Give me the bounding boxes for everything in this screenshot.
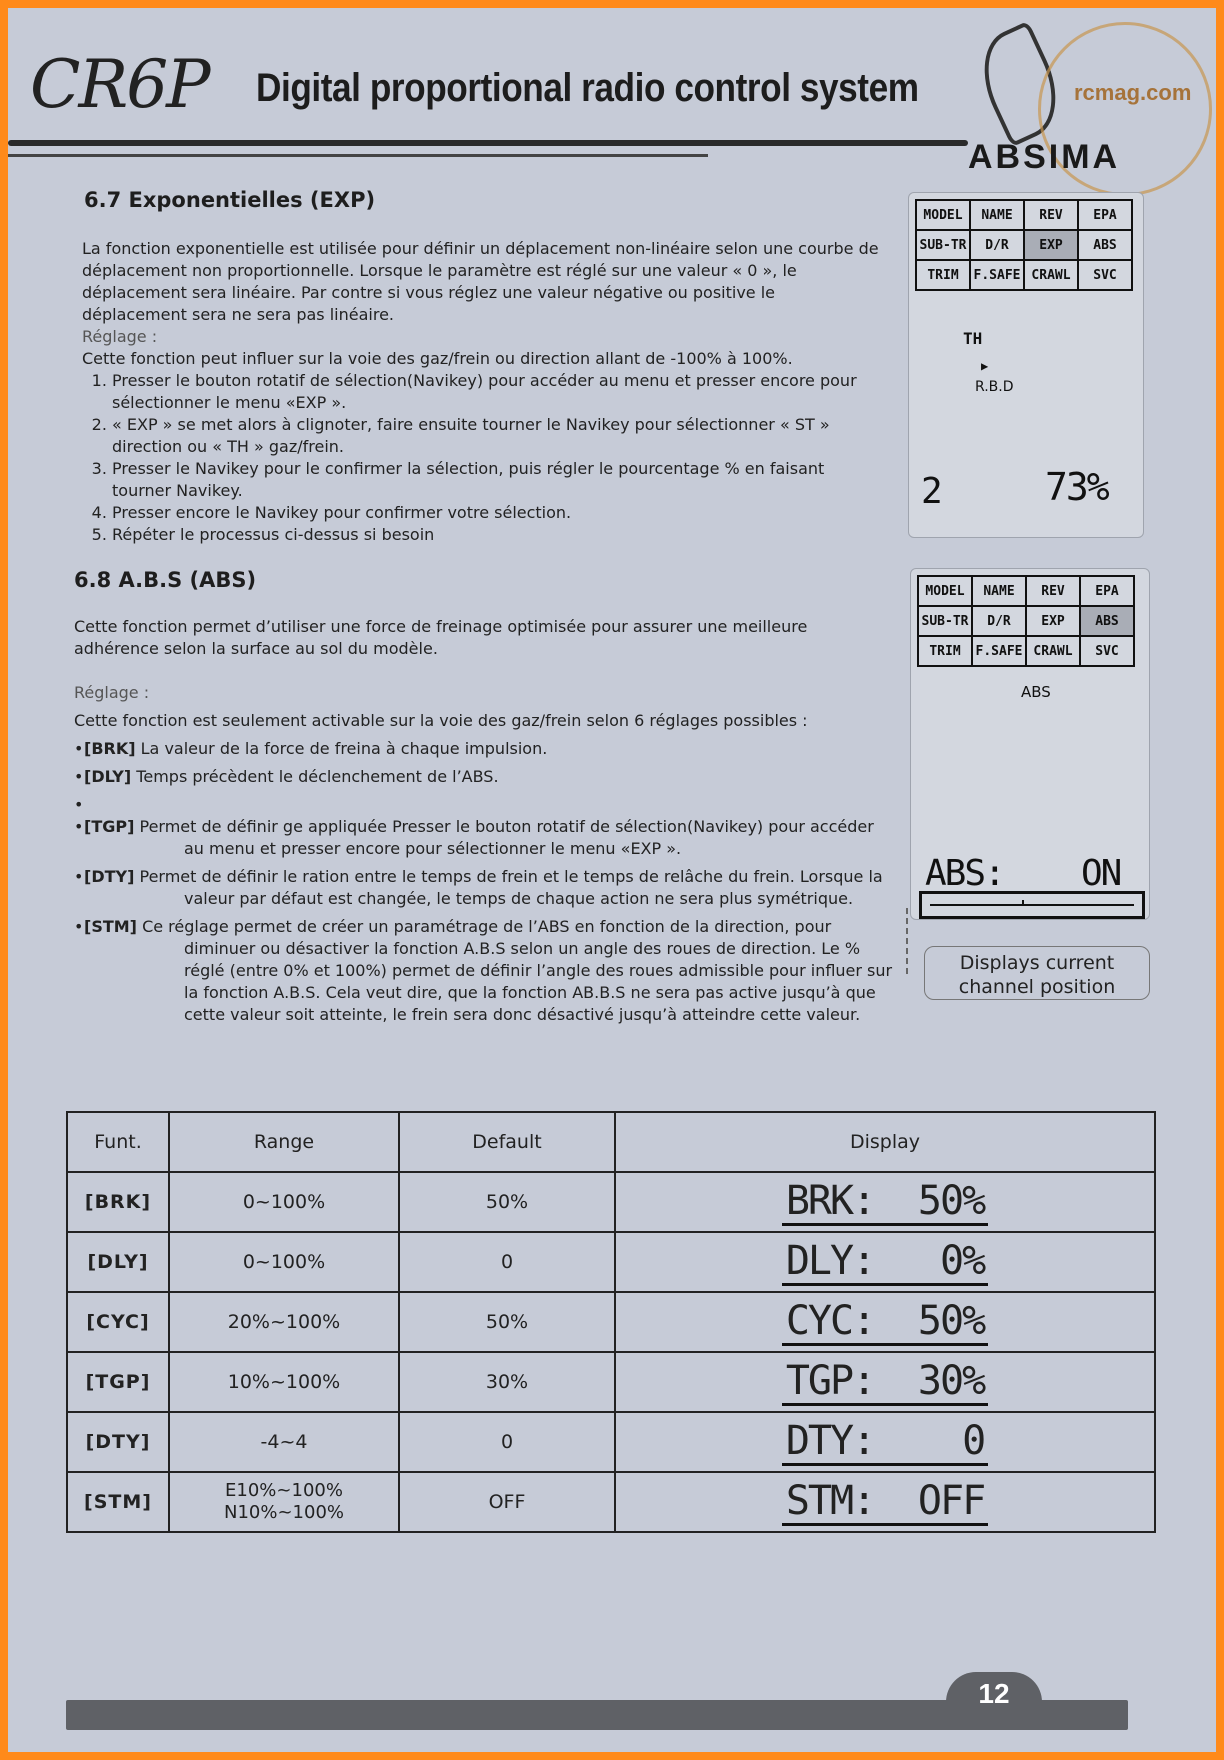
callout-leader-line bbox=[906, 908, 908, 974]
cell-display: TGP: 30% bbox=[615, 1352, 1155, 1412]
menu-cell: REV bbox=[1024, 200, 1078, 230]
cell-default: 50% bbox=[399, 1292, 615, 1352]
abs-intro: Cette fonction permet d’utiliser une force de freinage optimisée pour assurer une meilleure adhérence selon la surface au sol du modèle. bbox=[74, 617, 808, 658]
cell-default: 0 bbox=[399, 1232, 615, 1292]
menu-cell: SVC bbox=[1080, 636, 1134, 666]
lcd-menu-grid bbox=[915, 199, 1133, 291]
table-row bbox=[67, 1172, 1155, 1232]
section-heading-abs: 6.8 A.B.S (ABS) bbox=[74, 568, 257, 592]
cell-default: 0 bbox=[399, 1412, 615, 1472]
table-row bbox=[67, 1232, 1155, 1292]
cell-display: STM: OFF bbox=[615, 1472, 1155, 1532]
cell-function: [TGP] bbox=[67, 1352, 169, 1412]
list-item: 1. Presser le bouton rotatif de sélection(Navikey) pour accéder au menu et presser encore pour sélectionner le menu «EXP ». bbox=[112, 370, 882, 414]
lcd-abs-value: ON bbox=[1081, 853, 1121, 894]
table-row bbox=[67, 1352, 1155, 1412]
lcd-sub-label: R.B.D bbox=[975, 379, 1014, 395]
menu-cell: D/R bbox=[972, 606, 1026, 636]
lcd-title: ABS bbox=[1021, 683, 1051, 701]
exp-setting-text: Cette fonction peut influer sur la voie des gaz/frein ou direction allant de -100% à 100%. bbox=[82, 349, 793, 368]
menu-cell: MODEL bbox=[916, 200, 970, 230]
list-item: • [DTY] Permet de définir le ration entre le temps de frein et le temps de relâche du frein. Lorsque la valeur par défaut est changée, le temps de chaque action ne sera plus symétrique. bbox=[74, 866, 894, 910]
cell-display: CYC: 50% bbox=[615, 1292, 1155, 1352]
lcd-abs-label: ABS: bbox=[925, 853, 1004, 894]
cell-function: [CYC] bbox=[67, 1292, 169, 1352]
menu-cell: SUB-TR bbox=[918, 606, 972, 636]
brand-logo: ABSIMA bbox=[968, 138, 1121, 176]
watermark-text: rcmag.com bbox=[1074, 80, 1192, 105]
abs-setting-label: Réglage : bbox=[74, 683, 150, 702]
cell-default: 30% bbox=[399, 1352, 615, 1412]
cell-range: 10%~100% bbox=[169, 1352, 399, 1412]
exp-setting-label: Réglage : bbox=[82, 327, 158, 346]
lcd-screen-abs bbox=[910, 568, 1150, 920]
cell-range: 20%~100% bbox=[169, 1292, 399, 1352]
lcd-menu-grid bbox=[917, 575, 1135, 667]
menu-cell: EPA bbox=[1078, 200, 1132, 230]
header-rule-secondary bbox=[8, 154, 708, 157]
cell-function: [DLY] bbox=[67, 1232, 169, 1292]
abs-setting-text: Cette fonction est seulement activable sur la voie des gaz/frein selon 6 réglages possibles : bbox=[74, 711, 808, 730]
list-item: 2. « EXP » se met alors à clignoter, faire ensuite tourner le Navikey pour sélectionner « ST » direction ou « TH » gaz/frein. bbox=[112, 414, 882, 458]
exp-steps bbox=[82, 370, 882, 546]
abs-spec-table bbox=[66, 1111, 1156, 1533]
table-row bbox=[67, 1292, 1155, 1352]
menu-cell: EPA bbox=[1080, 576, 1134, 606]
cell-function: [DTY] bbox=[67, 1412, 169, 1472]
column-header: Display bbox=[615, 1112, 1155, 1172]
list-item: • [STM] Ce réglage permet de créer un paramétrage de l’ABS en fonction de la direction, pour diminuer ou désactiver la fonction A.B.S selon un angle des roues de direction. Le % réglé (entre 0% et 100%) permet de définir l’angle des roues admissible pour influer sur la fonction A.B.S. Cela veut dire, que la fonction AB.B.S ne sera pas active jusqu’à que cette valeur soit atteinte, le frein sera donc désactivé jusqu’à atteindre cette valeur. bbox=[74, 916, 894, 1026]
channel-position-bar bbox=[919, 891, 1145, 919]
menu-cell-selected: ABS bbox=[1080, 606, 1134, 636]
menu-cell: D/R bbox=[970, 230, 1024, 260]
menu-cell: REV bbox=[1026, 576, 1080, 606]
list-item: • [TGP] Permet de définir ge appliquée Presser le bouton rotatif de sélection(Navikey) pour accéder au menu et presser encore pour sélectionner le menu «EXP ». bbox=[74, 816, 894, 860]
list-item: • [BRK] La valeur de la force de freina à chaque impulsion. bbox=[74, 738, 894, 760]
column-header: Funt. bbox=[67, 1112, 169, 1172]
menu-cell: F.SAFE bbox=[972, 636, 1026, 666]
exp-intro: La fonction exponentielle est utilisée pour définir un déplacement non-linéaire selon une courbe de déplacement non proportionnelle. Lorsque le paramètre est réglé sur une valeur « 0 », le déplacement sera linéaire. Par contre si vous réglez une valeur négative ou positive le déplacement sera ne sera pas linéaire. bbox=[82, 239, 879, 324]
section-abs-body bbox=[74, 616, 894, 1032]
list-item bbox=[74, 794, 894, 810]
section-exp-body bbox=[82, 238, 882, 546]
menu-cell: CRAWL bbox=[1026, 636, 1080, 666]
cell-default: 50% bbox=[399, 1172, 615, 1232]
section-heading-exp: 6.7 Exponentielles (EXP) bbox=[84, 188, 376, 212]
callout-note bbox=[924, 946, 1150, 1000]
lcd-value: 73% bbox=[1045, 465, 1108, 509]
menu-cell: SVC bbox=[1078, 260, 1132, 290]
cell-display: BRK: 50% bbox=[615, 1172, 1155, 1232]
menu-cell: NAME bbox=[970, 200, 1024, 230]
abs-bullets bbox=[74, 738, 894, 1026]
manual-page bbox=[8, 8, 1216, 1752]
cell-function: [BRK] bbox=[67, 1172, 169, 1232]
table-row bbox=[67, 1472, 1155, 1532]
page-header-title: Digital proportional radio control system bbox=[256, 66, 919, 110]
table-header-row bbox=[67, 1112, 1155, 1172]
menu-cell: ABS bbox=[1078, 230, 1132, 260]
page-number: 12 bbox=[946, 1672, 1042, 1712]
cell-function: [STM] bbox=[67, 1472, 169, 1532]
cell-range: E10%~100% N10%~100% bbox=[169, 1472, 399, 1532]
table-row bbox=[67, 1412, 1155, 1472]
list-item: • [DLY] Temps précèdent le déclenchement de l’ABS. bbox=[74, 766, 894, 788]
menu-cell: TRIM bbox=[918, 636, 972, 666]
lcd-screen-exp bbox=[908, 192, 1144, 538]
callout-line: Displays current bbox=[959, 952, 1115, 974]
menu-cell: MODEL bbox=[918, 576, 972, 606]
callout-line: channel position bbox=[958, 976, 1116, 998]
menu-cell: EXP bbox=[1026, 606, 1080, 636]
cell-range: 0~100% bbox=[169, 1232, 399, 1292]
menu-cell: CRAWL bbox=[1024, 260, 1078, 290]
product-logo: CR6P bbox=[30, 46, 209, 123]
lcd-channel: TH bbox=[963, 329, 983, 348]
column-header: Default bbox=[399, 1112, 615, 1172]
lcd-number: 2 bbox=[921, 471, 943, 512]
header-rule bbox=[8, 140, 968, 146]
menu-cell: NAME bbox=[972, 576, 1026, 606]
list-item: 3. Presser le Navikey pour le confirmer la sélection, puis régler le pourcentage % en faisant tourner Navikey. bbox=[112, 458, 882, 502]
menu-cell: SUB-TR bbox=[916, 230, 970, 260]
cell-display: DLY: 0% bbox=[615, 1232, 1155, 1292]
menu-cell: F.SAFE bbox=[970, 260, 1024, 290]
lcd-arrow-icon: ▶ bbox=[981, 359, 989, 373]
cell-range: -4~4 bbox=[169, 1412, 399, 1472]
column-header: Range bbox=[169, 1112, 399, 1172]
cell-display: DTY: 0 bbox=[615, 1412, 1155, 1472]
menu-cell: TRIM bbox=[916, 260, 970, 290]
list-item: 5. Répéter le processus ci-dessus si besoin bbox=[112, 524, 882, 546]
menu-cell-selected: EXP bbox=[1024, 230, 1078, 260]
cell-range: 0~100% bbox=[169, 1172, 399, 1232]
list-item: 4. Presser encore le Navikey pour confirmer votre sélection. bbox=[112, 502, 882, 524]
cell-default: OFF bbox=[399, 1472, 615, 1532]
